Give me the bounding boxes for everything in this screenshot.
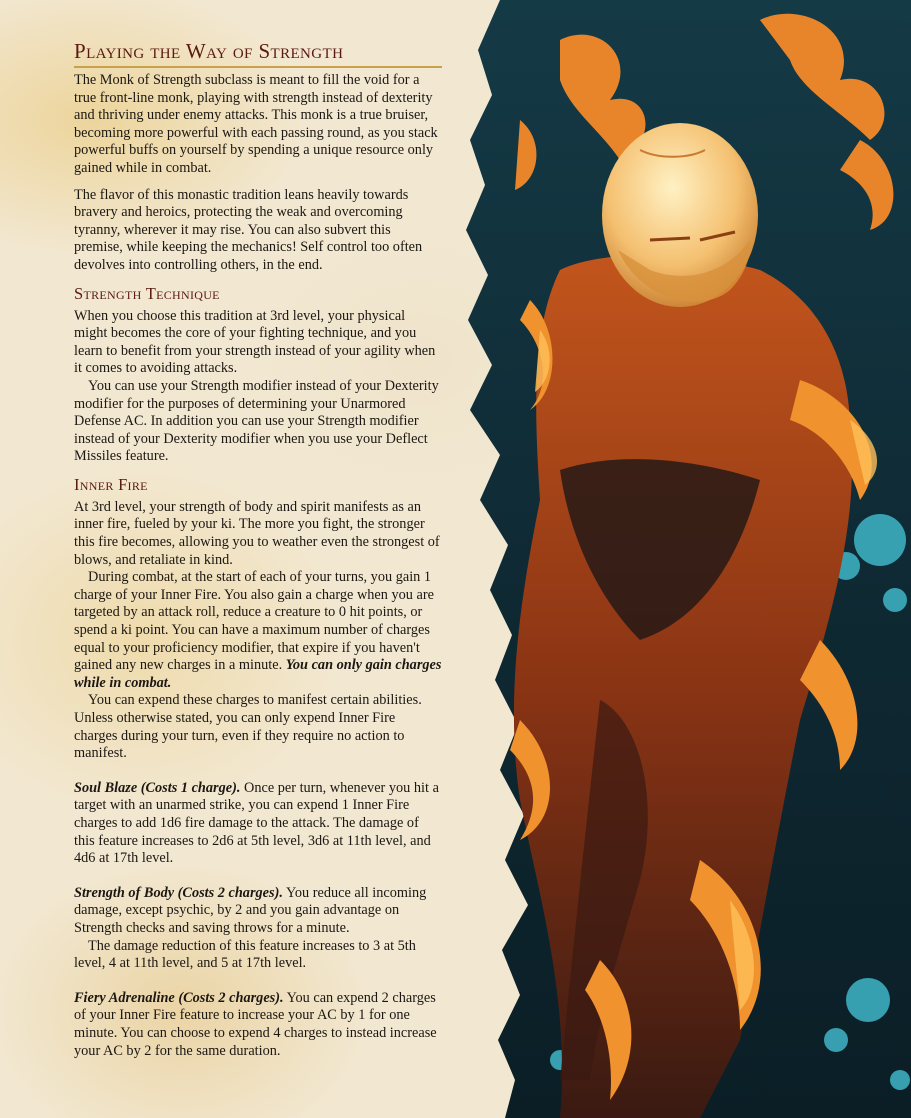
- strength-technique-paragraph-1: When you choose this tradition at 3rd level, your physical might becomes the core of your fighting technique, and you learn to benefit from your strength instead of your agility when it comes to avoiding attacks.: [74, 307, 436, 377]
- inner-fire-combat-emphasis: You can only gain charges while in combat.: [74, 657, 442, 691]
- soul-blaze-ability: [74, 780, 442, 868]
- strength-technique-heading: Strength Technique: [74, 283, 220, 303]
- strength-of-body-ability: [74, 885, 442, 938]
- inner-fire-paragraph-3: You can expend these charges to manifest certain abilities. Unless otherwise stated, you can only expend Inner Fire charges during your turn, even if they require no action to manifest.: [74, 692, 422, 762]
- inner-fire-paragraph-1: At 3rd level, your strength of body and spirit manifests as an inner fire, fueled by your ki. The more you fight, the stronger this fire becomes, allowing you to weather even the strongest of blows, and retaliate in kind.: [74, 498, 440, 568]
- fiery-adrenaline-text: You can expend 2 charges of your Inner Fire feature to increase your AC by 1 for one minute. You can choose to expend 4 charges to instead increase your AC by 2 for the same duration.: [74, 989, 437, 1059]
- strength-of-body-name: Strength of Body (Costs 2 charges).: [74, 884, 283, 901]
- soul-blaze-name: Soul Blaze (Costs 1 charge).: [74, 779, 241, 796]
- inner-fire-p2-text: During combat, at the start of each of your turns, you gain 1 charge of your Inner Fire. You also gain a charge when you are targeted by an attack roll, reduce a creature to 0 hit points, or spend a ki point. You can have a maximum number of charges equal to your proficiency modifier, that expire if you haven't gained any new charges in a minute.: [74, 569, 434, 674]
- inner-fire-heading: Inner Fire: [74, 474, 148, 494]
- strength-of-body-scaling: The damage reduction of this feature increases to 3 at 5th level, 4 at 11th level, and 5 at 17th level.: [74, 937, 416, 972]
- intro-paragraph-2: The flavor of this monastic tradition leans heavily towards bravery and heroics, protecting the weak and overcoming tyranny, wherever it may rise. You can also subvert this premise, while keeping the mechanics! Self control too often devolves into controlling others, in the end.: [74, 186, 423, 273]
- page-title: Playing the Way of Strength: [74, 38, 442, 68]
- text-column: [74, 38, 442, 1060]
- inner-fire-paragraph-2: [74, 569, 442, 692]
- fiery-adrenaline-ability: [74, 990, 442, 1060]
- soul-blaze-text: Once per turn, whenever you hit a target with an unarmed strike, you can expend 1 Inner Fire charges to add 1d6 fire damage to the attack. The damage of this feature increases to 2d6 at 5th level, 3d6 at 11th level, and 4d6 at 17th level.: [74, 779, 439, 867]
- intro-paragraph-1: The Monk of Strength subclass is meant to fill the void for a true front-line monk, playing with strength instead of dexterity and thriving under enemy attacks. This monk is a true bruiser, becoming more powerful with each passing round, as you stack powerful buffs on yourself by spending a unique resource only gained while in combat.: [74, 72, 438, 176]
- strength-technique-paragraph-2: You can use your Strength modifier instead of your Dexterity modifier for the purposes of determining your Unarmored Defense AC. In addition you can use your Strength modifier instead of your Dexterity modifier when you use your Deflect Missiles feature.: [74, 377, 439, 465]
- strength-of-body-text: You reduce all incoming damage, except psychic, by 2 and you gain advantage on Strength checks and saving throws for a minute.: [74, 884, 427, 936]
- fiery-adrenaline-name: Fiery Adrenaline (Costs 2 charges).: [74, 989, 284, 1006]
